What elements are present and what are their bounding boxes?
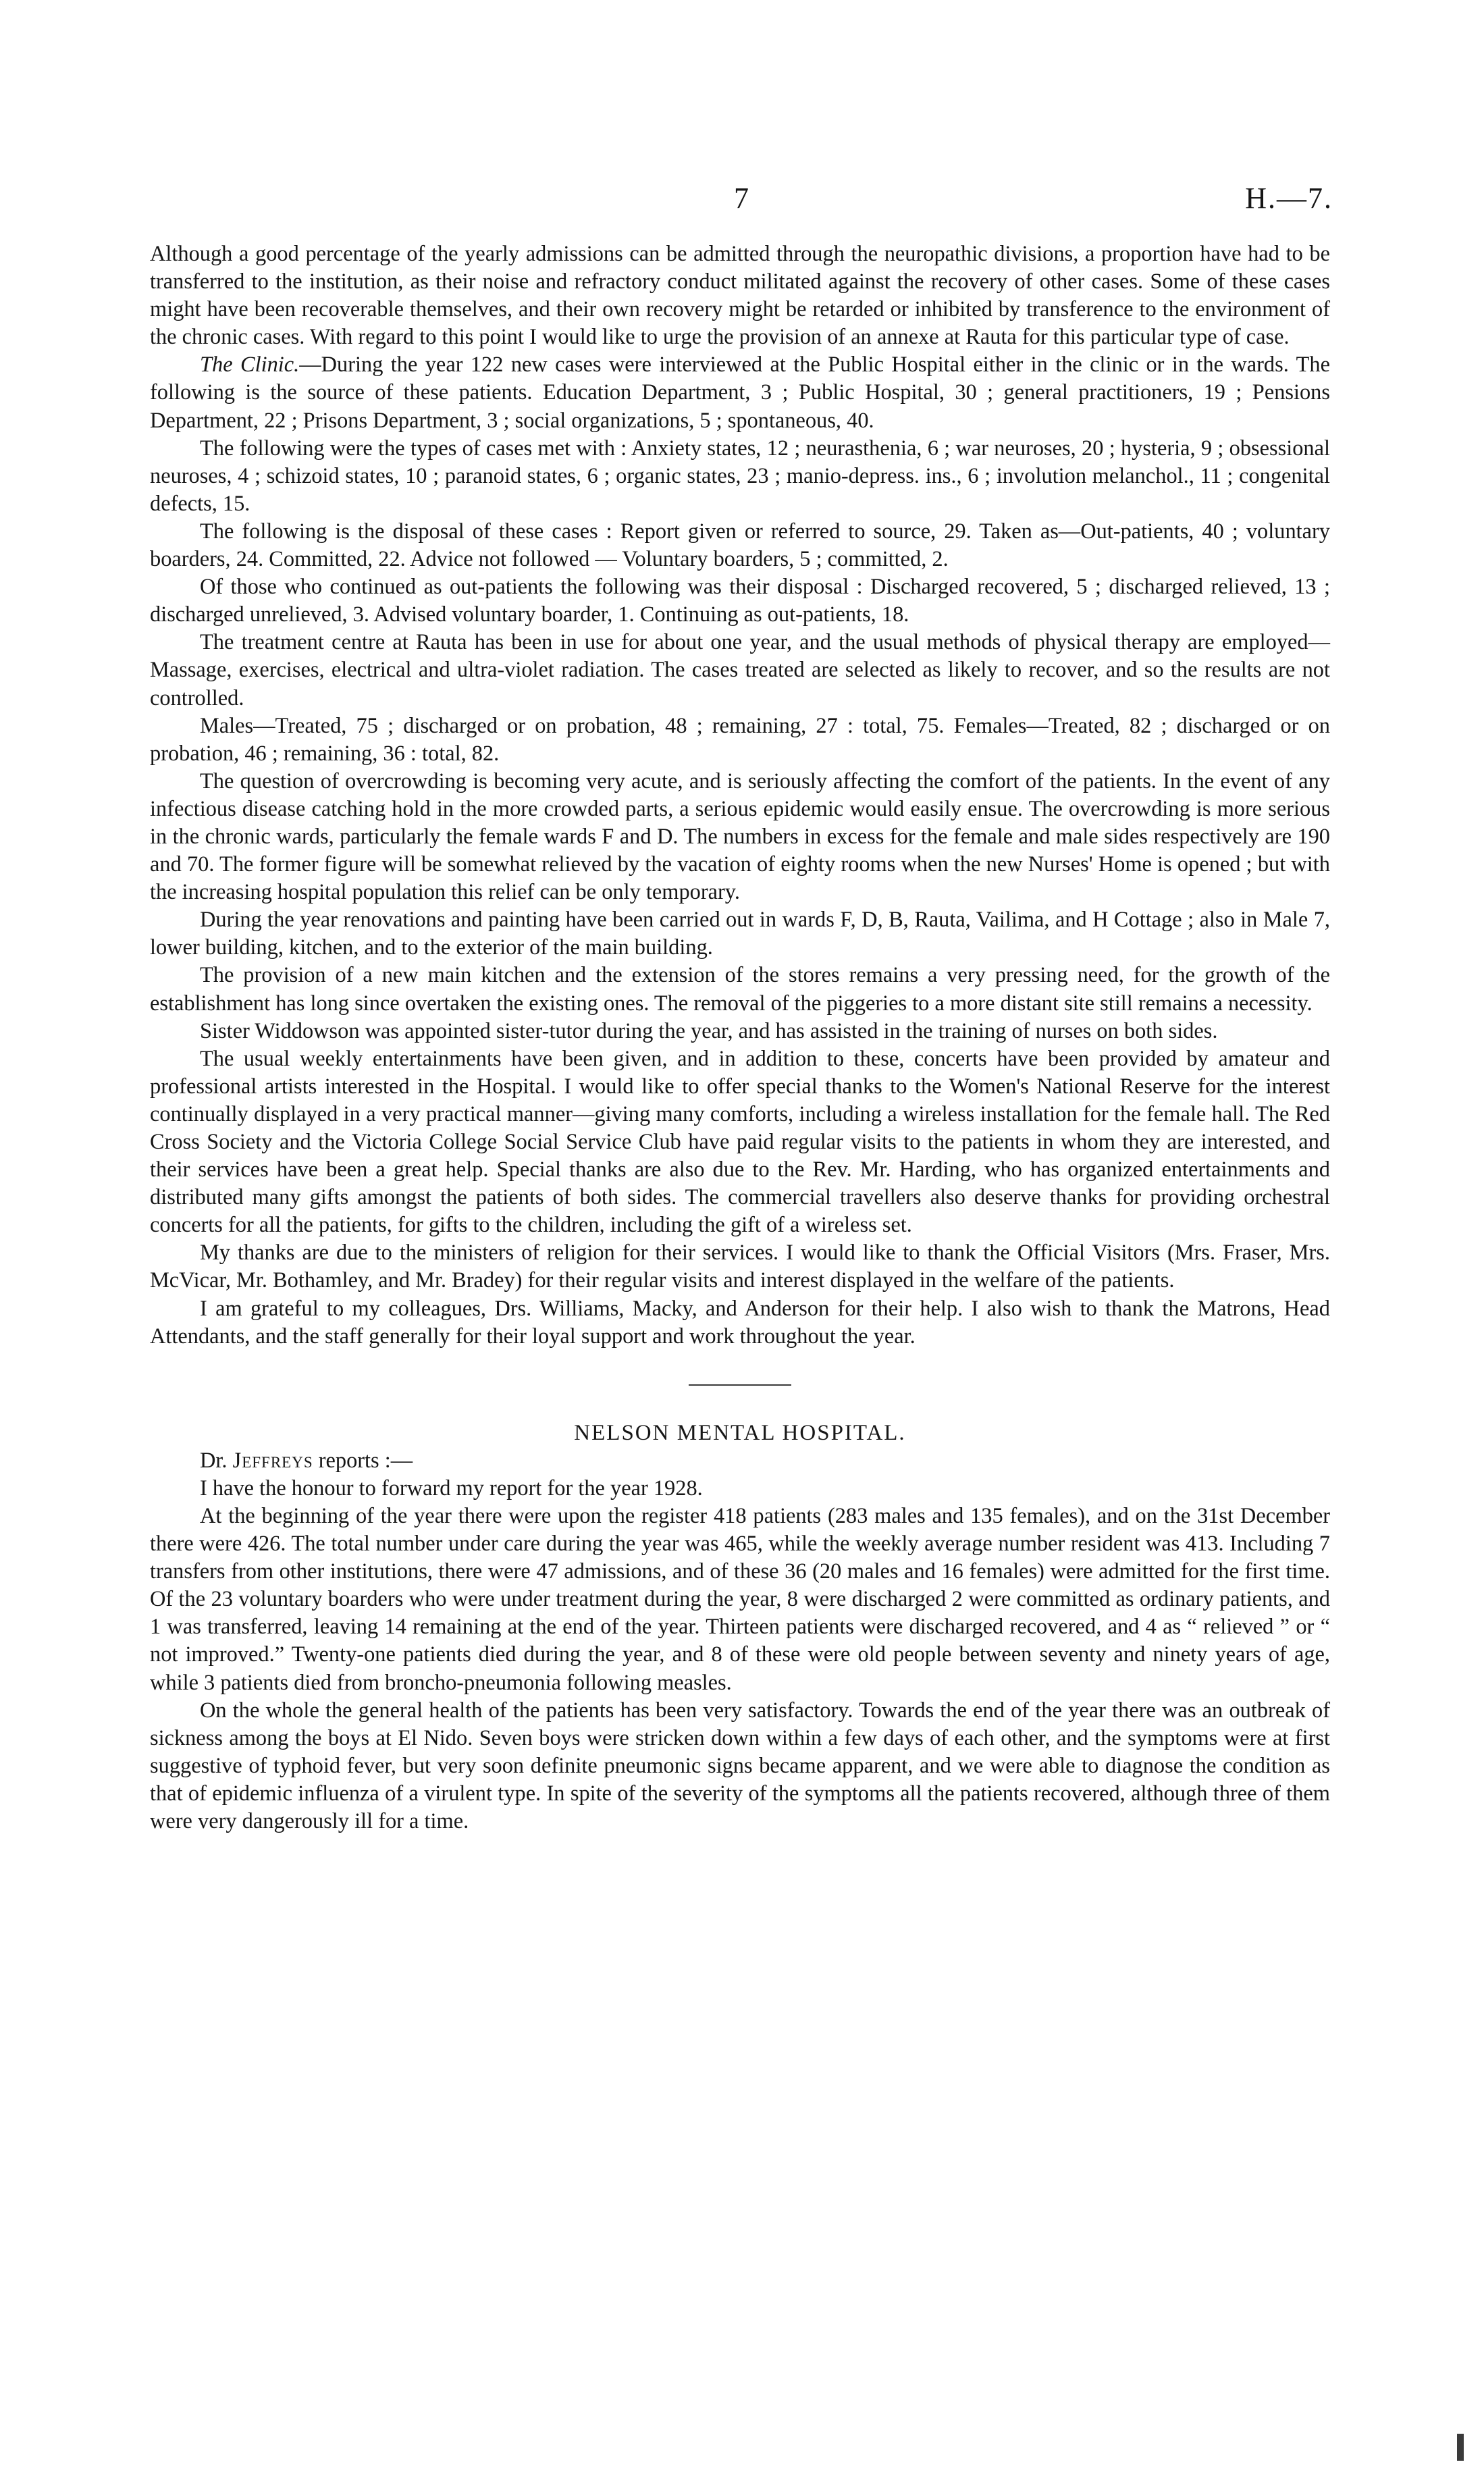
paragraph: Although a good percentage of the yearly admissions can be admitted through the neuropathic divisions, a proportion have had to be transferred to the institution, as their noise and refractory conduct militated against the recovery of other cases. Some of these cases might have been recoverable themselves, and their own recovery might be retarded or inhibited by transference to the environment of the chronic cases. With regard to this point I would like to urge the provision of an annexe at Rauta for this particular type of case. — [150, 242, 1330, 350]
reporter-name: Jeffreys — [232, 1448, 313, 1473]
scan-edge-mark — [1457, 2434, 1464, 2461]
paragraph: The usual weekly entertainments have been given, and in addition to these, concerts have been provided by amateur and professional artists interested in the Hospital. I would like to offer special thanks to the Women's National Reserve for the interest continually displayed in a very practical manner—giving many comforts, including a wireless installation for the female hall. The Red Cross Society and the Victoria College Social Service Club have paid regular visits to the patients in whom they are interested, and their services have been a great help. Special thanks are also due to the Rev. Mr. Harding, who has organized entertainments and distributed many gifts amongst the patients of both sides. The commercial travellers also deserve thanks for providing orchestral concerts for all the patients, for gifts to the children, including the gift of a wireless set. — [150, 1046, 1330, 1238]
reporter-prefix: Dr. — [200, 1448, 233, 1473]
paragraph: Sister Widdowson was appointed sister-tutor during the year, and has assisted in the training of nurses on both sides. — [200, 1018, 1218, 1043]
paragraph: The treatment centre at Rauta has been in use for about one year, and the usual methods of physical therapy are employed—Massage, exercises, electrical and ultra-violet radiation. The cases treated are selected as likely to recover, and so the results are not controlled. — [150, 630, 1330, 710]
page-header — [150, 181, 1333, 221]
section-divider — [689, 1384, 791, 1386]
paragraph: The following is the disposal of these cases : Report given or referred to source, 29. Taken as—Out-patients, 40 ; voluntary boarders, 24. Committed, 22. Advice not followed — Voluntary boarders, 5 ; committed, 2. — [150, 519, 1330, 572]
reporter-line — [150, 1447, 1330, 1475]
paragraph: I am grateful to my colleagues, Drs. Williams, Macky, and Anderson for their help. I also wish to thank the Matrons, Head Attendants, and the staff generally for their loyal support and work throughout the year. — [150, 1296, 1330, 1349]
paragraph: On the whole the general health of the patients has been very satisfactory. Towards the end of the year there was an outbreak of sickness among the boys at El Nido. Seven boys were stricken down within a few days of each other, and the symptoms were at first suggestive of typhoid fever, but very soon definite pneumonic signs became apparent, and we were able to diagnose the condition as that of epidemic influenza of a virulent type. In spite of the severity of the symptoms all the patients recovered, although three of them were very dangerously ill for a time. — [150, 1698, 1330, 1833]
clinic-heading: The Clinic. — [200, 352, 300, 377]
section-title: NELSON MENTAL HOSPITAL. — [574, 1420, 906, 1445]
page-number: 7 — [734, 182, 749, 215]
clinic-paragraph — [150, 351, 1330, 434]
paragraph: I have the honour to forward my report for the year 1928. — [200, 1475, 703, 1500]
paragraph: Males—Treated, 75 ; discharged or on probation, 48 ; remaining, 27 : total, 75. Females—Treated, 82 ; discharged or on probation, 46 ; remaining, 36 : total, 82. — [150, 713, 1330, 766]
body-text — [150, 240, 1330, 1835]
clinic-text: —During the year 122 new cases were interviewed at the Public Hospital either in the clinic or in the wards. The following is the source of these patients. Education Department, 3 ; Public Hospital, 30 ; general practitioners, 19 ; Pensions Department, 22 ; Prisons Department, 3 ; social organizations, 5 ; spontaneous, 40. — [150, 352, 1330, 433]
page-reference: H.—7. — [1245, 182, 1333, 215]
paragraph: My thanks are due to the ministers of religion for their services. I would like to thank the Official Visitors (Mrs. Fraser, Mrs. McVicar, Mr. Bothamley, and Mr. Bradey) for their regular visits and interest displayed in the welfare of the patients. — [150, 1240, 1330, 1293]
reporter-suffix: reports :— — [313, 1448, 413, 1473]
paragraph: During the year renovations and painting have been carried out in wards F, D, B, Rauta, Vailima, and H Cottage ; also in Male 7, lower building, kitchen, and to the exterior of the main building. — [150, 908, 1330, 960]
paragraph: Of those who continued as out-patients the following was their disposal : Discharged recovered, 5 ; discharged relieved, 13 ; discharged unrelieved, 3. Advised voluntary boarder, 1. Continuing as out-patients, 18. — [150, 575, 1330, 627]
paragraph: The following were the types of cases met with : Anxiety states, 12 ; neurasthenia, 6 ; war neuroses, 20 ; hysteria, 9 ; obsessional neuroses, 4 ; schizoid states, 10 ; paranoid states, 6 ; organic states, 23 ; manio-depress. ins., 6 ; involution melanchol., 11 ; congenital defects, 15. — [150, 436, 1330, 516]
paragraph: The provision of a new main kitchen and the extension of the stores remains a very pressing need, for the growth of the establishment has long since overtaken the existing ones. The removal of the piggeries to a more distant site still remains a necessity. — [150, 963, 1330, 1016]
paragraph: At the beginning of the year there were upon the register 418 patients (283 males and 135 females), and on the 31st December there were 426. The total number under care during the year was 465, while the weekly average number resident was 413. Including 7 transfers from other institutions, there were 47 admissions, and of these 36 (20 males and 16 females) were admitted for the first time. Of the 23 voluntary boarders who were under treatment during the year, 8 were discharged 2 were committed as ordinary patients, and 1 was transferred, leaving 14 remaining at the end of the year. Thirteen patients were discharged recovered, and 4 as “ relieved ” or “ not improved.” Twenty-one patients died during the year, and 8 of these were old people between seventy and ninety years of age, while 3 patients died from broncho-pneumonia following measles. — [150, 1503, 1330, 1695]
paragraph: The question of overcrowding is becoming very acute, and is seriously affecting the comfort of the patients. In the event of any infectious disease catching hold in the more crowded parts, a serious epidemic would easily ensue. The overcrowding is more serious in the chronic wards, particularly the female wards F and D. The numbers in excess for the female and male sides respectively are 190 and 70. The former figure will be somewhat relieved by the vacation of eighty rooms when the new Nurses' Home is opened ; but with the increasing hospital population this relief can be only temporary. — [150, 768, 1330, 905]
